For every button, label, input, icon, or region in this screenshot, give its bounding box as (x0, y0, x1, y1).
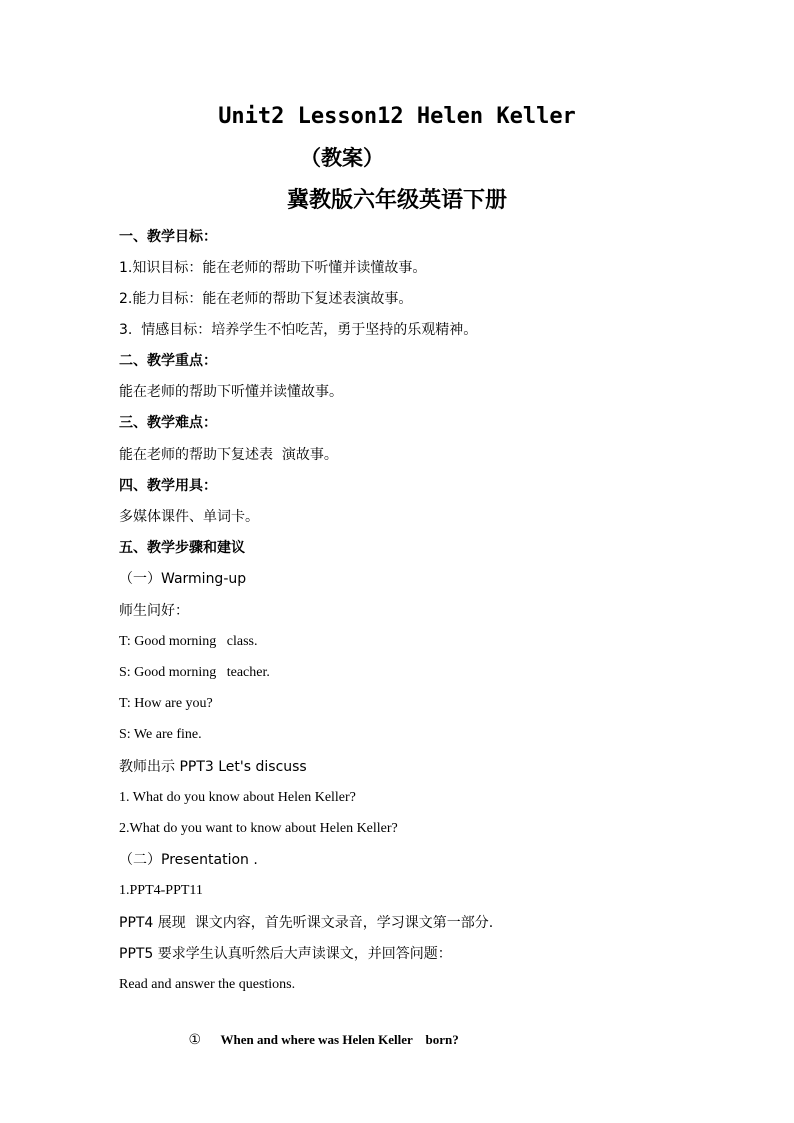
textbook-name: 冀教版六年级英语下册 (286, 188, 507, 213)
ppt4-instruction: PPT4 展现 课文内容，首先听课文录音，学习课文第一部分. (119, 915, 494, 931)
dialogue-line: S: We are fine. (119, 727, 202, 742)
objective-ability: 2.能力目标：能在老师的帮助下复述表演故事。 (119, 291, 413, 307)
ppt3-instruction: 教师出示 PPT3 Let's discuss (119, 759, 307, 775)
key-points-text: 能在老师的帮助下听懂并读懂故事。 (119, 384, 343, 400)
section-heading-key-points: 二、教学重点： (119, 353, 217, 369)
dialogue-line: T: Good morning class. (119, 634, 258, 649)
greeting-label: 师生问好： (119, 603, 189, 619)
discussion-question: 2.What do you want to know about Helen Keller? (119, 821, 398, 836)
read-answer-instruction: Read and answer the questions. (119, 977, 296, 992)
section-heading-steps: 五、教学步骤和建议 (119, 540, 245, 556)
warmup-label: （一）Warming-up (119, 571, 247, 587)
materials-text: 多媒体课件、单词卡。 (119, 509, 259, 525)
presentation-label: （二）Presentation . (119, 852, 258, 868)
section-heading-objectives: 一、教学目标： (119, 229, 217, 245)
discussion-question: 1. What do you know about Helen Keller? (119, 790, 356, 805)
dialogue-line: T: How are you? (119, 696, 213, 711)
document-title: Unit2 Lesson12 Helen Keller (218, 104, 576, 129)
objective-emotion: 3. 情感目标：培养学生不怕吃苦，勇于坚持的乐观精神。 (119, 322, 478, 338)
difficulties-text: 能在老师的帮助下复述表 演故事。 (119, 447, 338, 463)
dialogue-line: S: Good morning teacher. (119, 665, 270, 680)
section-heading-difficulties: 三、教学难点： (119, 415, 217, 431)
objective-knowledge: 1.知识目标：能在老师的帮助下听懂并读懂故事。 (119, 260, 427, 276)
ppt-range: 1.PPT4-PPT11 (119, 883, 203, 898)
question-number: ① (188, 1032, 202, 1048)
question-item (172, 1007, 459, 1074)
ppt5-instruction: PPT5 要求学生认真听然后大声读课文，并回答问题： (119, 946, 452, 962)
document-subtitle: （教案） (300, 146, 384, 170)
section-heading-materials: 四、教学用具： (119, 478, 217, 494)
question-text: When and where was Helen Keller born? (220, 1032, 459, 1047)
